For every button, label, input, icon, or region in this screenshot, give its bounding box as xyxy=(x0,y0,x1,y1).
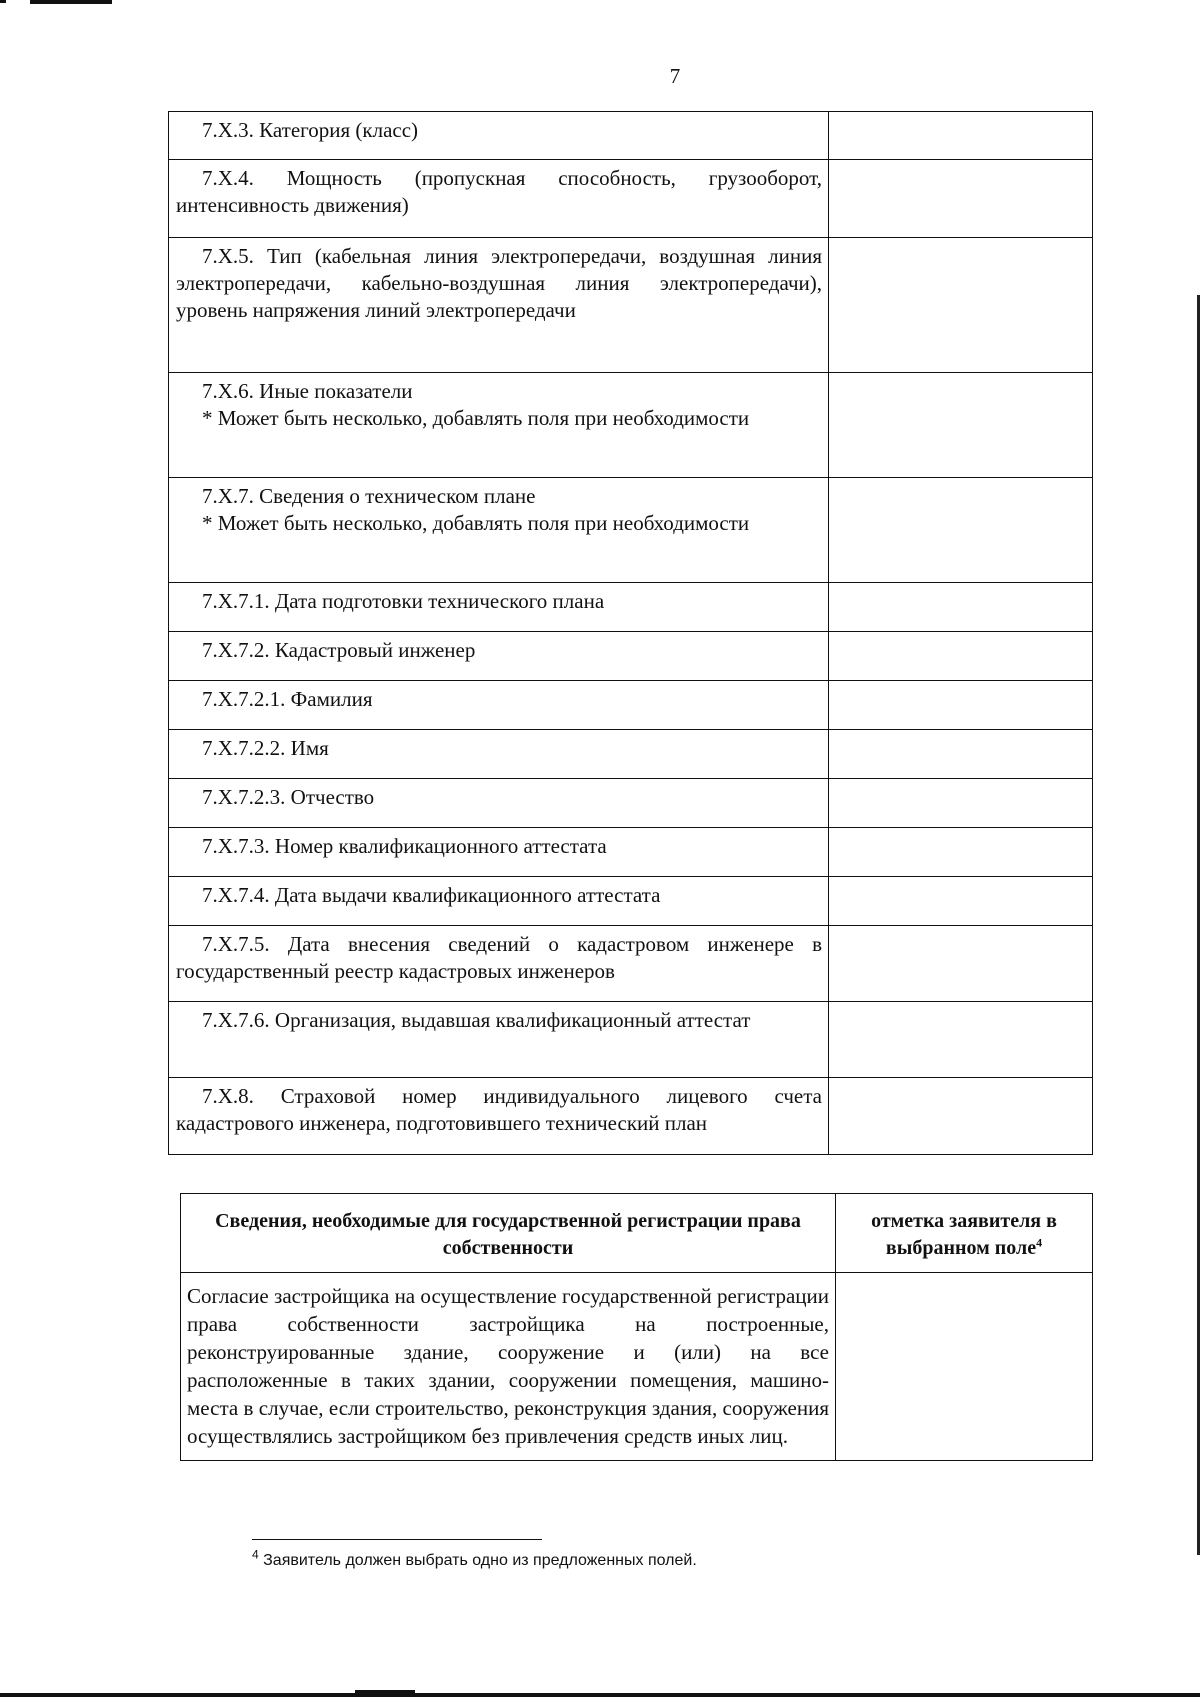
table-row xyxy=(169,926,1093,1002)
field-label: 7.X.6. Иные показатели xyxy=(202,379,413,403)
field-label: 7.X.7.2. Кадастровый инженер xyxy=(202,638,476,662)
table-row xyxy=(169,730,1093,779)
field-value-cell[interactable] xyxy=(829,779,1093,828)
page-number: 7 xyxy=(669,64,681,88)
header-mark-text: отметка заявителя в выбранном поле xyxy=(871,1210,1057,1259)
field-label: 7.X.7.3. Номер квалификационного аттестата xyxy=(202,834,607,858)
field-value-cell[interactable] xyxy=(829,681,1093,730)
field-label: 7.X.7.6. Организация, выдавшая квалификационный аттестат xyxy=(202,1008,751,1032)
field-label-cell xyxy=(169,238,829,373)
field-label: 7.X.7.2.3. Отчество xyxy=(202,785,375,809)
field-value-cell[interactable] xyxy=(829,373,1093,478)
table-row xyxy=(169,779,1093,828)
scan-edge xyxy=(355,1690,415,1697)
table-row xyxy=(169,373,1093,478)
field-value-cell[interactable] xyxy=(829,238,1093,373)
field-value-cell[interactable] xyxy=(829,1002,1093,1078)
table-row xyxy=(169,632,1093,681)
table-row xyxy=(169,828,1093,877)
footnote-text: Заявитель должен выбрать одно из предложенных полей. xyxy=(263,1552,697,1569)
field-label-cell xyxy=(169,828,829,877)
field-label: 7.X.7.1. Дата подготовки технического плана xyxy=(202,589,605,613)
field-label: 7.X.5. Тип (кабельная линия электропередачи, воздушная линия электропередачи, кабельно-воздушная линия электропередачи), уровень напряжения линий электропередачи xyxy=(176,244,822,322)
table-row xyxy=(169,1078,1093,1155)
scan-edge xyxy=(0,1693,1200,1697)
header-info-cell xyxy=(181,1194,836,1273)
technical-plan-table xyxy=(168,111,1093,1155)
scan-edge xyxy=(0,0,6,3)
header-mark-cell xyxy=(836,1194,1093,1273)
consent-text: Согласие застройщика на осуществление государственной регистрации права собственности застройщика на построенные, реконструированные здание, сооружение и (или) на все расположенные в таких здании, сооружении помещения, машино-места в случае, если строительство, реконструкция здания, сооружения осуществлялись застройщиком без привлечения средств иных лиц. xyxy=(181,1273,836,1461)
field-label: 7.X.3. Категория (класс) xyxy=(202,118,419,142)
field-label: 7.X.7.4. Дата выдачи квалификационного аттестата xyxy=(202,883,661,907)
field-label-cell xyxy=(169,730,829,779)
field-value-cell[interactable] xyxy=(829,583,1093,632)
field-label: 7.X.8. Страховой номер индивидуального лицевого счета кадастрового инженера, подготовившего технический план xyxy=(176,1084,822,1135)
field-label-cell xyxy=(169,926,829,1002)
field-value-cell[interactable] xyxy=(829,632,1093,681)
table-row xyxy=(169,681,1093,730)
field-value-cell[interactable] xyxy=(829,730,1093,779)
footnote-divider xyxy=(252,1539,542,1540)
table-row xyxy=(169,238,1093,373)
field-label-cell xyxy=(169,877,829,926)
field-label-cell xyxy=(169,632,829,681)
field-label-cell xyxy=(169,779,829,828)
field-label: 7.X.7. Сведения о техническом плане xyxy=(202,484,536,508)
field-label-cell xyxy=(169,583,829,632)
table-row xyxy=(169,112,1093,160)
field-label: 7.X.7.2.2. Имя xyxy=(202,736,329,760)
table-row xyxy=(181,1273,1093,1461)
field-label-cell xyxy=(169,112,829,160)
footnote xyxy=(252,1547,697,1570)
field-label: 7.X.7.5. Дата внесения сведений о кадастровом инженере в государственный реестр кадастровых инженеров xyxy=(176,932,822,983)
field-label: 7.X.7.2.1. Фамилия xyxy=(202,687,373,711)
field-label-cell xyxy=(169,1078,829,1155)
field-label-cell xyxy=(169,681,829,730)
applicant-mark-field[interactable] xyxy=(836,1273,1093,1461)
header-info-text: Сведения, необходимые для государственной регистрации права собственности xyxy=(215,1210,801,1259)
footnote-marker: 4 xyxy=(252,1547,259,1562)
scan-edge xyxy=(30,0,112,4)
field-label-cell xyxy=(169,478,829,583)
field-label-cell xyxy=(169,1002,829,1078)
field-value-cell[interactable] xyxy=(829,112,1093,160)
field-value-cell[interactable] xyxy=(829,478,1093,583)
field-note: * Может быть несколько, добавлять поля при необходимости xyxy=(202,511,750,535)
field-value-cell[interactable] xyxy=(829,926,1093,1002)
table-row xyxy=(169,583,1093,632)
field-value-cell[interactable] xyxy=(829,828,1093,877)
field-value-cell[interactable] xyxy=(829,877,1093,926)
field-value-cell[interactable] xyxy=(829,160,1093,238)
footnote-ref: 4 xyxy=(1036,1235,1043,1250)
field-label: 7.X.4. Мощность (пропускная способность, грузооборот, интенсивность движения) xyxy=(176,166,822,217)
field-note: * Может быть несколько, добавлять поля при необходимости xyxy=(202,406,750,430)
table-row xyxy=(169,877,1093,926)
table-row xyxy=(169,478,1093,583)
table-header-row xyxy=(181,1194,1093,1273)
table-row xyxy=(169,1002,1093,1078)
field-label-cell xyxy=(169,373,829,478)
ownership-registration-table xyxy=(180,1193,1093,1461)
table-row xyxy=(169,160,1093,238)
field-value-cell[interactable] xyxy=(829,1078,1093,1155)
field-label-cell xyxy=(169,160,829,238)
